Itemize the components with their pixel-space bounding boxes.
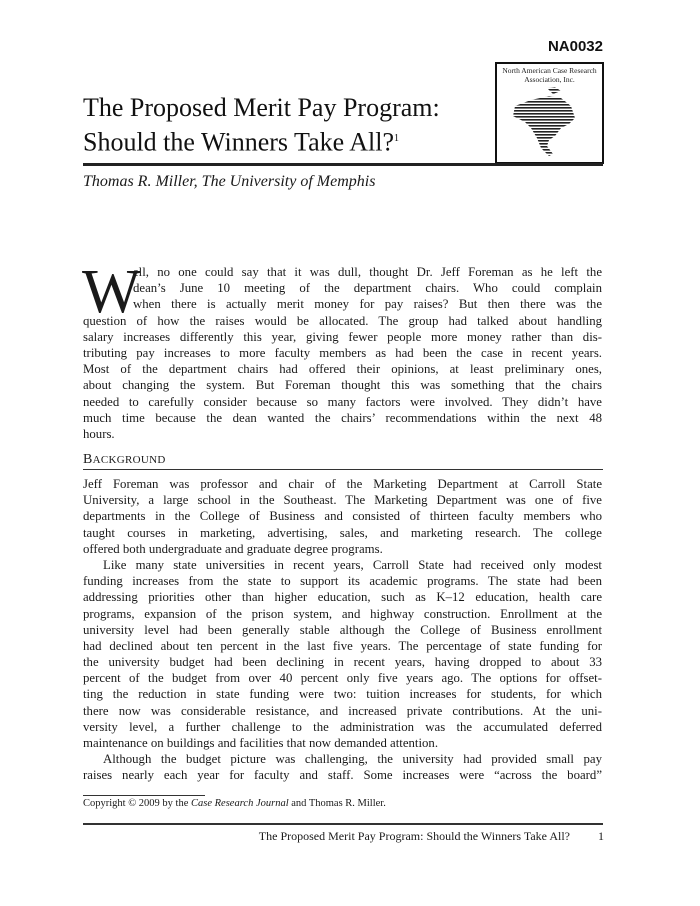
paragraph xyxy=(83,557,602,751)
text-line: offered both undergraduate and graduate degree programs. xyxy=(83,541,383,556)
footnote-mark: 1 xyxy=(394,133,400,144)
section-heading-background xyxy=(83,452,166,468)
text-line: salary increases differently this year, giving fewer people more money rather than dis- xyxy=(83,329,602,344)
author-byline: Thomas R. Miller, The University of Memphis xyxy=(83,173,376,190)
text-line: Although the budget picture was challenging, the university had provided small pay xyxy=(103,752,602,767)
intro-paragraph xyxy=(82,258,602,442)
text-line: hours. xyxy=(83,426,115,441)
drop-cap: W xyxy=(82,258,141,326)
text-line: needed to carefully consider because so many factors were involved. They didn’t have xyxy=(83,394,602,409)
background-section xyxy=(83,476,602,784)
paragraph xyxy=(83,751,602,783)
footnote-rule xyxy=(83,795,205,796)
naacra-logo xyxy=(495,62,604,164)
title-line-2: Should the Winners Take All? xyxy=(83,127,395,157)
text-line: dean’s June 10 meeting of the department chairs. Who could complain xyxy=(133,281,602,296)
text-line: when there is actually merit money for pay raises? But then there was the xyxy=(133,297,602,312)
text-line: there now was considerable resistance, and increased private contributions. At the uni- xyxy=(83,703,602,718)
text-line: University, a large school in the Southeast. The Marketing Department was one of five xyxy=(83,493,602,508)
text-line: question of how the raises would be allocated. The group had talked about handling xyxy=(83,313,602,328)
page-number-text: 1 xyxy=(598,829,604,843)
copyright-prefix: Copyright © 2009 by the xyxy=(83,798,192,809)
title-rule xyxy=(83,163,603,166)
text-line: much time because the dean wanted the chairs’ recommendations within the next 48 xyxy=(83,410,602,425)
text-line: raises nearly each year for faculty and staff. Some increases were “across the board” xyxy=(83,768,602,783)
section-rule xyxy=(83,469,603,470)
text-line: ting the reduction in state funding were two: tuition increases for students, for which xyxy=(83,687,602,702)
heading-rest: ACKGROUND xyxy=(92,454,166,466)
text-line: tributing pay increases to more faculty members as had been the case in recent years. xyxy=(83,345,602,360)
text-line: programs, expansion of the prison system, and highway construction. Enrollment at the xyxy=(83,606,602,621)
page-title xyxy=(83,92,440,158)
text-line: Most of the department chairs had offered their opinions, at least preliminary ones, xyxy=(83,362,602,377)
north-america-map-icon xyxy=(509,86,589,160)
copyright-suffix: and Thomas R. Miller. xyxy=(288,798,386,809)
text-line: taught courses in marketing, advertising, sales, and marketing research. The college xyxy=(83,525,602,540)
logo-text: North American Case Research Association, Inc. xyxy=(502,66,597,84)
text-line: departments in the College of Business and consisted of thirteen faculty members who xyxy=(83,509,602,524)
text-line: university level had been generally stable although the College of Business enrollment xyxy=(83,622,602,637)
text-line: about changing the system. But Foreman thought this was something that the chairs xyxy=(83,378,602,393)
text-line: the university budget had been declining in recent years, having dropped to about 33 xyxy=(83,655,602,670)
text-line: maintenance on buildings and facilities that now demanded attention. xyxy=(83,736,439,750)
text-line: Jeff Foreman was professor and chair of the Marketing Department at Carroll State xyxy=(83,477,602,491)
text-line: had declined about ten percent in the last five years. The percentage of state funding for xyxy=(83,638,602,653)
text-line: addressing priorities other than higher education, such as K–12 education, health care xyxy=(83,590,602,605)
text-line: funding increases from the state to support its academic programs. The state had been xyxy=(83,574,602,589)
copyright-footnote xyxy=(83,798,386,809)
journal-name: Case Research Journal xyxy=(191,798,289,809)
case-code: NA0032 xyxy=(547,38,603,55)
heading-initial: B xyxy=(83,452,93,467)
footer-rule xyxy=(83,823,603,825)
running-title: The Proposed Merit Pay Program: Should the Winners Take All? xyxy=(258,829,570,843)
paragraph xyxy=(83,476,602,557)
text-line: ell, no one could say that it was dull, thought Dr. Jeff Foreman as he left the xyxy=(133,265,602,279)
title-line-1: The Proposed Merit Pay Program: xyxy=(83,93,440,122)
text-line: versity level, a further challenge to the administration was the accumulated deferred xyxy=(83,719,602,734)
text-line: Like many state universities in recent years, Carroll State had received only modest xyxy=(103,557,602,572)
text-line: percent of the budget from over 40 percent only five years ago. The options for offset- xyxy=(83,671,602,686)
